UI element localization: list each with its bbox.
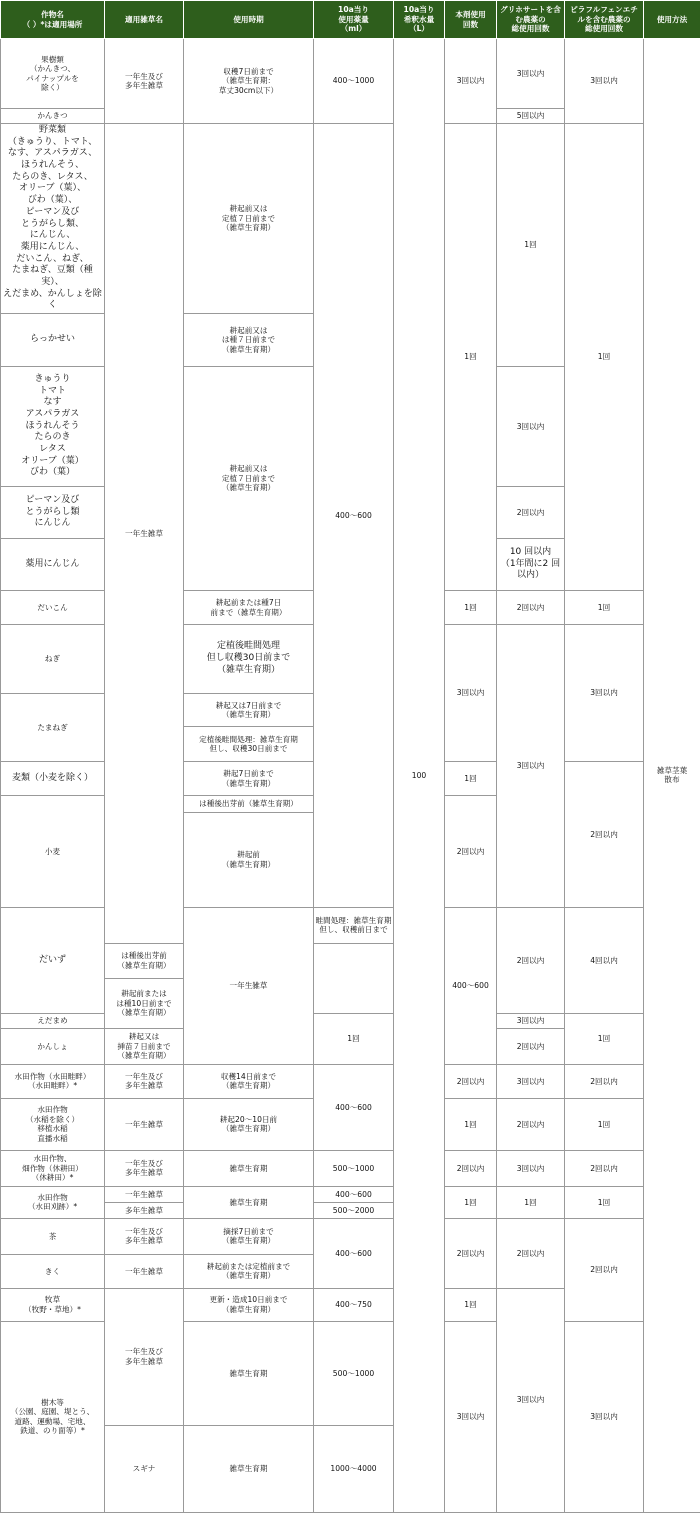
header-timing-label: 使用時期 [233,15,263,24]
dose-cell [314,1425,394,1512]
count-label: 1回 [464,352,476,361]
count-cell [445,591,497,625]
timing-label: 収穫7日前まで （雑草生育期： 草丈30cm以下） [219,67,278,95]
glyphosate-label: 3回以内 [517,1164,545,1173]
weed-label: スギナ [133,1464,156,1473]
glyphosate-cell [565,907,644,1013]
timing-label: 収穫14日前まで （雑草生育期） [221,1072,276,1090]
method-cell [644,39,700,1513]
crop-vegetables [1,124,105,314]
crop-onion [1,694,105,762]
glyphosate-label: 3回以内 [517,1077,545,1086]
dose-label: 500～1000 [333,1164,374,1173]
header-glyphosate [497,1,565,39]
header-weed [105,1,184,39]
crop-soybean [1,907,105,1013]
crop-citrus [1,109,105,124]
glyphosate-cell [497,1186,565,1218]
timing-cell [184,1098,314,1150]
dose-cell [314,124,394,908]
timing-label: 雑草生育期 [230,1369,268,1378]
timing-cell [184,796,314,813]
weed-label: 一年生雑草 [125,529,163,538]
weed-label: 一年生及び 多年生雑草 [125,1072,163,1090]
count-cell [445,124,497,591]
weed-cell [184,907,314,1064]
crop-paddy-rice-label: 水田作物 （水稲を除く） 移植水稲 直播水稲 [26,1105,79,1142]
timing-cell [184,694,314,727]
timing-label: 耕起前又は 定植７日前まで （雑草生育期） [222,464,275,492]
dose-label: 400～600 [335,1190,372,1199]
weed-cell [105,1425,184,1512]
header-pyraflufen [565,1,644,39]
count-label: 3回以内 [457,1412,485,1421]
glyphosate-label: 4回以内 [590,956,618,965]
pyraflufen-cell [565,762,644,908]
timing-cell [184,367,314,591]
timing-label: 更新・造成10日前まで （雑草生育期） [209,1295,287,1313]
crop-fruit [1,39,105,109]
glyphosate-label: 2回以内 [517,1120,545,1129]
crop-paddy-levee [1,1064,105,1098]
crop-sweetpotato [1,1028,105,1064]
weed-label: 多年生雑草 [125,1206,163,1215]
count-cell [445,1098,497,1150]
crop-ginseng-label: 薬用にんじん [25,559,79,569]
timing-label: 耕起前または は種10日前まで （雑草生育期） [116,989,171,1017]
header-crop-label: 作物名 （ ）*は適用場所 [23,10,83,29]
header-method [644,1,700,39]
weed-cell [105,1202,184,1218]
timing-cell [105,978,184,1028]
timing-cell [184,1254,314,1288]
water-cell [394,39,445,1513]
water-label: 100 [412,771,427,780]
crop-paddy-fallow [1,1150,105,1186]
header-water-label: 10a当り 希釈水量 （L） [404,5,435,34]
weed-cell [105,1064,184,1098]
glyphosate-label: 3回以内 [517,1395,545,1404]
pyraflufen-label: 1回 [598,352,610,361]
timing-cell [184,1288,314,1321]
timing-label: 耕起7日前まで （雑草生育期） [222,769,275,787]
count-label: 1回 [464,774,476,783]
count-label: 2回以内 [457,1164,485,1173]
count-label: 1回 [464,1300,476,1309]
crop-daikon [1,591,105,625]
glyphosate-cell [497,1013,565,1028]
pyraflufen-cell [565,1098,644,1150]
header-count-label: 本剤使用 回数 [455,10,485,29]
weed-label: 一年生及び 多年生雑草 [125,1347,163,1365]
timing-cell [184,762,314,796]
dose-cell [314,1064,394,1150]
glyphosate-cell [497,539,565,591]
glyphosate-cell [497,1028,565,1064]
timing-label: 耕起前または種7日 前まで（雑草生育期） [211,598,287,616]
count-cell [445,1321,497,1512]
timing-label: 摘採7日前まで （雑草生育期） [222,1227,275,1245]
crop-pepper-group-label: ピーマン及び とうがらし類 にんじん [25,495,79,528]
header-weed-label: 適用雑草名 [125,15,163,24]
crop-vegetables-label: 野菜類 （きゅうり、トマト、 なす、アスパラガス、 ほうれんそう、 たらのき、レタス、 オリーブ（葉）、 びわ（葉）、 ピーマン及び とうがらし類、 にんじん、 薬用にんじん、 だいこん、ねぎ、 たまねぎ、豆類（種実）、 えだまめ、かんしょを除く [3,125,102,310]
crop-paddy-harvest [1,1186,105,1218]
crop-chrysanthemum-label: きく [45,1267,60,1276]
dose-label: 400～600 [335,1103,372,1112]
crop-daikon-label: だいこん [37,603,67,612]
crop-ginseng [1,539,105,591]
glyphosate-cell [497,625,565,908]
pyraflufen-cell [565,1150,644,1186]
timing-cell [184,39,314,124]
pyraflufen-cell [565,625,644,762]
pyraflufen-cell [565,39,644,124]
weed-cell [105,1098,184,1150]
count-label: 2回以内 [457,1077,485,1086]
dose-cell [314,1288,394,1321]
count-label: 3回以内 [457,76,485,85]
dose-label: 400～600 [335,511,372,520]
timing-label: 雑草生育期 [230,1464,268,1473]
timing-label: 雑草生育期 [230,1164,268,1173]
timing-cell [184,314,314,367]
count-label: 2回以内 [457,847,485,856]
dose-cell [445,907,497,1064]
count-cell [445,796,497,908]
dose-cell [314,1186,394,1202]
glyphosate-cell [497,1098,565,1150]
dose-cell [314,39,394,124]
glyphosate-label: 2回以内 [517,603,545,612]
timing-cell [184,813,314,908]
crop-wheat-label: 小麦 [45,847,60,856]
dose-cell [314,1202,394,1218]
timing-cell [314,907,394,943]
timing-label: 雑草生育期 [230,1198,268,1207]
weed-label: 一年生及び 多年生雑草 [125,1159,163,1177]
dose-label: 1000～4000 [330,1464,376,1473]
timing-label: 耕起前または定植前まで （雑草生育期） [207,1262,291,1280]
crop-pasture-label: 牧草 （牧野・草地）* [24,1295,81,1313]
crop-rakkasei [1,314,105,367]
dose-label: 400～600 [335,1249,372,1258]
timing-label: 耕起20～10日前 （雑草生育期） [220,1115,277,1133]
crop-onion-label: たまねぎ [37,723,67,732]
header-glyphosate-label: グリホサートを含 む農薬の 総使用回数 [500,5,561,34]
weed-cell [105,1186,184,1202]
crop-negi [1,625,105,694]
count-cell [445,1218,497,1288]
weed-cell [105,39,184,124]
crop-soybean-label: だいず [39,955,66,965]
pyraflufen-cell [565,1186,644,1218]
crop-sweetpotato-label: かんしょ [37,1042,67,1051]
glyphosate-cell [497,1150,565,1186]
weed-label: 一年生雑草 [230,981,268,990]
weed-label: 一年生雑草 [125,1267,163,1276]
timing-cell [184,1321,314,1425]
count-label: 1回 [464,603,476,612]
header-dose [314,1,394,39]
dose-label: 400～1000 [333,76,374,85]
timing-cell [184,625,314,694]
crop-negi-label: ねぎ [45,654,60,663]
pyraflufen-label: 1回 [598,1034,610,1043]
weed-cell [105,1288,184,1425]
pyraflufen-label: 2回以内 [590,1265,618,1274]
crop-fruit-label: 果樹類 （かんきつ、 パイナップルを 除く） [26,55,79,92]
pyraflufen-cell [565,1218,644,1321]
timing-cell [184,1150,314,1186]
dose-label: 400～600 [452,981,489,990]
count-cell [445,39,497,124]
crop-wheat-other [1,762,105,796]
crop-edamame [1,1013,105,1028]
timing-cell [184,124,314,314]
header-method-label: 使用方法 [657,15,687,24]
glyphosate-cell [497,39,565,109]
crop-trees [1,1321,105,1512]
timing-label: 耕起前又は 定植７日前まで （雑草生育期） [222,204,275,232]
weed-label: 一年生及び 多年生雑草 [125,1227,163,1245]
timing-cell [184,1425,314,1512]
crop-pasture [1,1288,105,1321]
count-label: 2回以内 [517,956,545,965]
header-pyraflufen-label: ピラフルフェンエチ ルを含む農薬の 総使用回数 [570,5,638,34]
header-water [394,1,445,39]
crop-paddy-levee-label: 水田作物（水田畦畔） （水田畦畔）* [15,1072,91,1090]
weed-label: 一年生雑草 [125,1190,163,1199]
glyphosate-label: 3回以内 [517,422,545,431]
pyraflufen-label: 2回以内 [590,830,618,839]
dose-cell [314,1218,394,1288]
weed-cell [105,1254,184,1288]
count-label: 1回 [464,1120,476,1129]
count-cell [445,1288,497,1321]
pyraflufen-cell [565,1064,644,1098]
timing-label: 定植後畦間処理：雑草生育期 但し、収穫30日前まで [199,735,298,753]
crop-tea [1,1218,105,1254]
glyphosate-label: 1回 [524,240,536,249]
pyraflufen-cell [565,591,644,625]
timing-cell [184,727,314,762]
glyphosate-cell [497,124,565,367]
crop-wheat-other-label: 麦類（小麦を除く） [12,773,93,783]
glyphosate-label: 2回以内 [517,1249,545,1258]
dose-label: 500～2000 [333,1206,374,1215]
crop-wheat [1,796,105,908]
crop-cucumber-group-label: きゅうり トマト なす アスパラガス ほうれんそう たらのき レタス オリーブ（葉） びわ（葉） [21,374,84,478]
timing-label: 耕起又は7日前まで （雑草生育期） [216,701,282,719]
pyraflufen-cell [565,124,644,591]
crop-edamame-label: えだまめ [37,1016,67,1025]
crop-paddy-rice [1,1098,105,1150]
crop-trees-label: 樹木等 （公園、庭園、堤とう、 道路、運動場、宅地、 鉄道、のり面等）* [11,1398,95,1435]
timing-label: 定植後畦間処理 但し収穫30日前まで （雑草生育期） [207,641,290,674]
weed-label: 一年生雑草 [125,1120,163,1129]
count-cell [314,1013,394,1064]
pyraflufen-cell [565,1321,644,1512]
timing-cell [184,1186,314,1218]
count-cell [445,625,497,762]
method-label: 雑草茎葉 散布 [657,766,687,784]
header-count [445,1,497,39]
glyphosate-label: 2回以内 [517,1042,545,1051]
timing-cell [184,591,314,625]
timing-label: は種後出芽前（雑草生育期） [199,799,298,808]
timing-cell [105,1028,184,1064]
crop-rakkasei-label: らっかせい [30,334,75,344]
count-label: 2回以内 [457,1249,485,1258]
timing-label: 畦間処理：雑草生育期 但し、収穫前日まで [316,916,392,934]
pyraflufen-label: 3回以内 [590,688,618,697]
timing-label: は種後出芽前 （雑草生育期） [117,951,170,969]
count-cell [445,762,497,796]
dose-cell [314,1321,394,1425]
glyphosate-cell [497,1218,565,1288]
timing-cell [184,1218,314,1254]
count-cell [497,907,565,1013]
weed-cell [105,124,184,944]
glyphosate-label: 5回以内 [517,111,545,120]
crop-cucumber-group [1,367,105,487]
count-label: 1回 [464,1198,476,1207]
header-timing [184,1,314,39]
weed-label: 一年生及び 多年生雑草 [125,72,163,90]
glyphosate-label: 1回 [524,1198,536,1207]
pyraflufen-label: 1回 [598,603,610,612]
timing-label: 耕起前 （雑草生育期） [222,850,275,868]
weed-cell [105,1150,184,1186]
pyraflufen-label: 3回以内 [590,1412,618,1421]
count-label: 3回以内 [457,688,485,697]
crop-paddy-fallow-label: 水田作物、 畑作物（休耕田） （休耕田）* [22,1154,83,1182]
pyraflufen-label: 2回以内 [590,1164,618,1173]
glyphosate-cell [497,591,565,625]
count-label: 1回 [347,1034,359,1043]
count-cell [445,1150,497,1186]
pyraflufen-label: 3回以内 [590,76,618,85]
glyphosate-cell [497,109,565,124]
glyphosate-cell [497,487,565,539]
glyphosate-label: 10 回以内 （1年間に2 回 以内） [501,547,560,580]
glyphosate-cell [497,1064,565,1098]
count-cell [445,1064,497,1098]
pyraflufen-label: 2回以内 [590,1077,618,1086]
dose-cell [314,1150,394,1186]
glyphosate-cell [497,367,565,487]
pyraflufen-cell [565,1013,644,1064]
glyphosate-label: 3回以内 [517,1016,545,1025]
crop-pepper-group [1,487,105,539]
timing-cell [105,943,184,978]
dose-label: 500～1000 [333,1369,374,1378]
timing-cell [184,1064,314,1098]
crop-chrysanthemum [1,1254,105,1288]
crop-citrus-label: かんきつ [37,111,67,120]
count-cell [445,1186,497,1218]
glyphosate-label: 2回以内 [517,508,545,517]
crop-paddy-harvest-label: 水田作物 （水田刈跡）* [28,1193,77,1211]
timing-label: 耕起又は 挿苗７日前まで （雑草生育期） [117,1032,170,1060]
glyphosate-label: 3回以内 [517,761,545,770]
timing-label: 耕起前又は は種７日前まで （雑草生育期） [222,326,275,354]
glyphosate-cell [497,1288,565,1512]
glyphosate-label: 3回以内 [517,69,545,78]
pyraflufen-label: 1回 [598,1120,610,1129]
crop-tea-label: 茶 [49,1232,57,1241]
pyraflufen-label: 1回 [598,1198,610,1207]
weed-cell [105,1218,184,1254]
header-crop [1,1,105,39]
header-dose-label: 10a当り 使用薬量 （ml） [338,5,369,34]
dose-label: 400～750 [335,1300,372,1309]
